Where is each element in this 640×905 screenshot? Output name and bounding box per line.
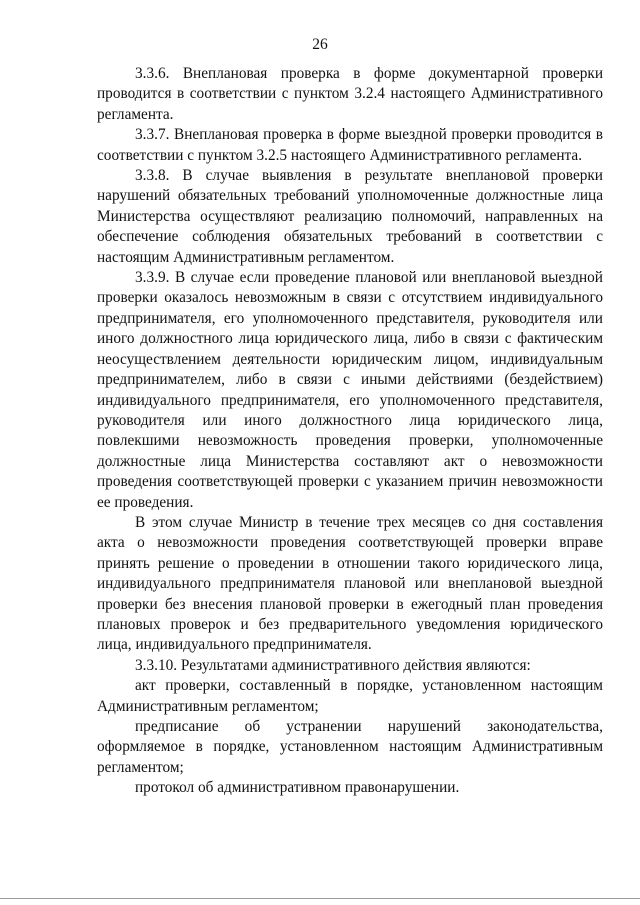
result-item-inspection-act: акт проверки, составленный в порядке, установленном настоящим Административным регламентом; bbox=[97, 677, 603, 715]
result-item-order: предписание об устранении нарушений законодательства, оформляемое в порядке, установленном настоящим Административным регламентом; bbox=[97, 718, 603, 776]
document-body bbox=[97, 64, 603, 799]
paragraph-3-3-9: 3.3.9. В случае если проведение плановой или внеплановой выездной проверки оказалось невозможным в связи с отсутствием индивидуального предпринимателя, его уполномоченного представителя, руководителя или иного должностного лица юридического лица, либо в связи с фактическим неосуществлением деятельности юридическим лицом, индивидуальным предпринимателем, либо в связи с иными действиями (бездействием) индивидуального предпринимателя, его уполномоченного представителя, руководителя или иного должностного лица юридического лица, повлекшими невозможность проведения проверки, уполномоченные должностные лица Министерства составляют акт о невозможности проведения соответствующей проверки с указанием причин невозможности ее проведения. bbox=[97, 269, 603, 511]
page-bottom-edge bbox=[0, 898, 640, 899]
page-number: 26 bbox=[312, 36, 328, 53]
paragraph-3-3-10: 3.3.10. Результатами административного действия являются: bbox=[135, 656, 531, 674]
paragraph-3-3-7: 3.3.7. Внеплановая проверка в форме выездной проверки проводится в соответствии с пунктом 3.2.5 настоящего Административного регламента. bbox=[97, 126, 603, 164]
paragraph-3-3-8: 3.3.8. В случае выявления в результате внеплановой проверки нарушений обязательных требований уполномоченные должностные лица Министерства осуществляют реализацию полномочий, направленных на обеспечение соблюдения обязательных требований в соответствии с настоящим Административным регламентом. bbox=[97, 167, 603, 266]
result-item-protocol: протокол об административном правонарушении. bbox=[135, 779, 460, 797]
paragraph-minister-decision: В этом случае Министр в течение трех месяцев со дня составления акта о невозможности проведения соответствующей проверки вправе принять решение о проведении в отношении такого юридического лица, индивидуального предпринимателя плановой или внеплановой выездной проверки без внесения плановой проверки в ежегодный план проведения плановых проверок и без предварительного уведомления юридического лица, индивидуального предпринимателя. bbox=[97, 513, 603, 654]
paragraph-3-3-6: 3.3.6. Внеплановая проверка в форме документарной проверки проводится в соответствии с пунктом 3.2.4 настоящего Административного регламента. bbox=[97, 65, 603, 123]
